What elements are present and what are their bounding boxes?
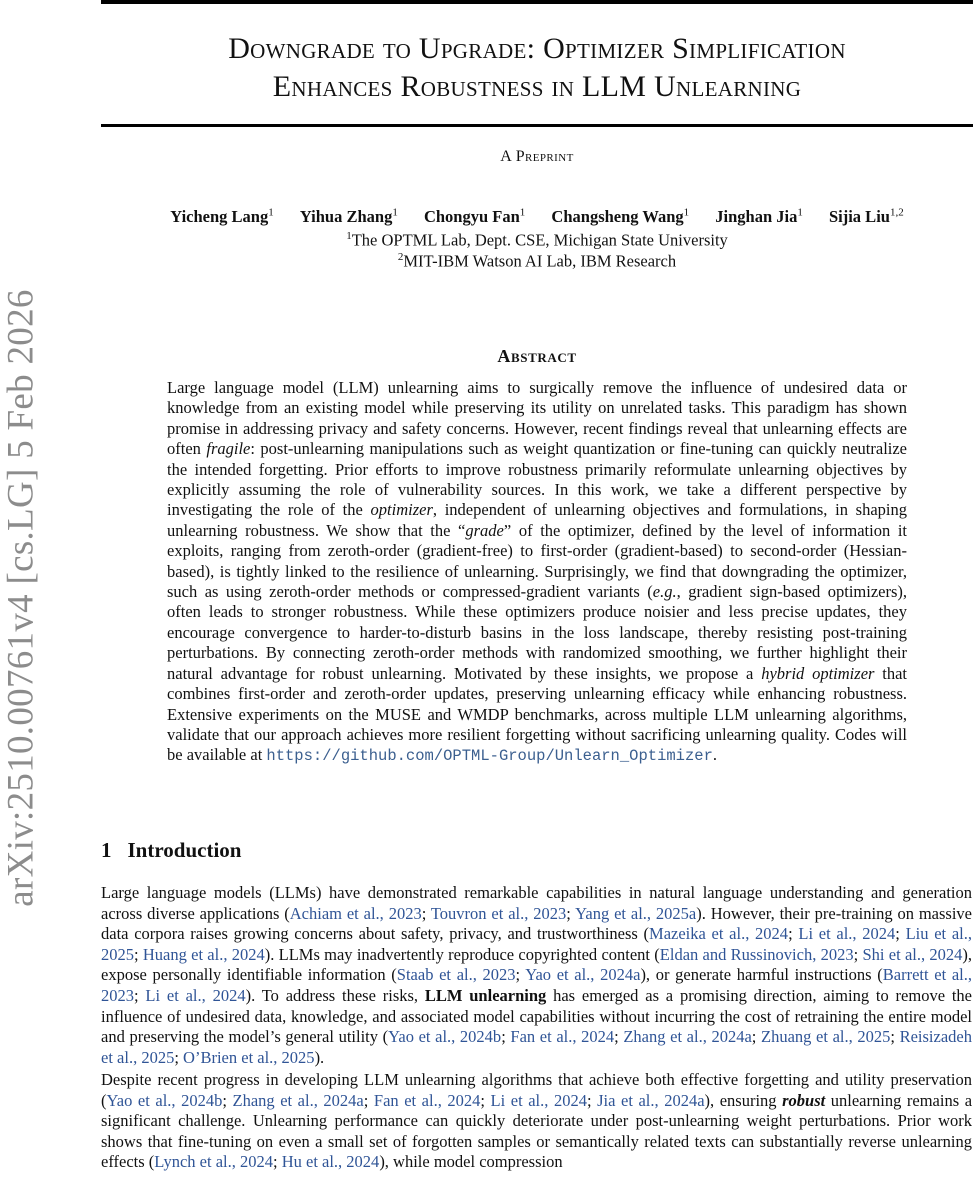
- citation-link[interactable]: Li et al., 2024: [145, 985, 246, 1005]
- citation-link[interactable]: O’Brien et al., 2025: [183, 1047, 315, 1067]
- citation-link[interactable]: Zhang et al., 2024a: [623, 1027, 752, 1047]
- citation-link[interactable]: Barrett et al., 2023: [101, 965, 972, 1005]
- author: Changsheng Wang$^1$: [551, 206, 690, 226]
- citation-link[interactable]: Fan et al., 2024: [373, 1090, 481, 1110]
- citation-link[interactable]: Hu et al., 2024: [281, 1152, 380, 1172]
- citation-link[interactable]: Yao et al., 2024b: [106, 1090, 223, 1110]
- author: Jinghan Jia$^1$: [715, 206, 803, 226]
- citation-link[interactable]: Liu et al., 2025: [101, 924, 972, 964]
- citation-link[interactable]: Reisizadeh et al., 2025: [101, 1027, 972, 1067]
- author: Yihua Zhang$^1$: [299, 206, 398, 226]
- citation-link[interactable]: Yao et al., 2024a: [525, 965, 641, 985]
- intro-paragraph-2: Despite recent progress in developing LLM unlearning algorithms that achieve both effective forgetting and utility preservation (Yao et al., 2024b; Zhang et al., 2024a; Fan et al., 2024; Li et al., 2024; Jia et al., 2024a), ensuring robust unlearning remains a significant challenge. Unlearning performance can quickly deteriorate under post-unlearning weight perturbations. Prior work shows that fine-tuning on even a small set of forgotten samples or semantically related texts can substantially reverse unlearning effects (Lynch et al., 2024; Hu et al., 2024), while model compression: [101, 1070, 973, 1172]
- citation-link[interactable]: Yang et al., 2025a: [575, 903, 697, 923]
- paper-title: [101, 30, 973, 106]
- citation-link[interactable]: Lynch et al., 2024: [154, 1152, 273, 1172]
- arxiv-identifier: arXiv:2510.00761v4 [cs.LG] 5 Feb 2026: [0, 289, 42, 907]
- citation-link[interactable]: Fan et al., 2024: [510, 1027, 615, 1047]
- code-repository-link[interactable]: https://github.com/OPTML-Group/Unlearn_Optimizer: [266, 747, 713, 766]
- affiliation-1: $^1$The OPTML Lab, Dept. CSE, Michigan State University: [346, 230, 728, 250]
- citation-link[interactable]: Eldan and Russinovich, 2023: [659, 944, 854, 964]
- author: Chongyu Fan$^1$: [423, 206, 526, 226]
- citation-link[interactable]: Achiam et al., 2023: [289, 903, 422, 923]
- citation-link[interactable]: Li et al., 2024: [490, 1090, 587, 1110]
- citation-link[interactable]: Zhuang et al., 2025: [761, 1027, 891, 1047]
- author: Yicheng Lang$^1$: [170, 206, 274, 226]
- citation-link[interactable]: Huang et al., 2024: [142, 944, 265, 964]
- abstract-heading: Abstract: [497, 346, 577, 366]
- author-list: [101, 206, 973, 227]
- citation-link[interactable]: Shi et al., 2024: [862, 944, 963, 964]
- citation-link[interactable]: Li et al., 2024: [798, 924, 896, 944]
- citation-link[interactable]: Jia et al., 2024a: [597, 1090, 705, 1110]
- citation-link[interactable]: Yao et al., 2024b: [388, 1027, 502, 1047]
- title-line-1: Downgrade to Upgrade: Optimizer Simplification: [228, 32, 846, 65]
- arxiv-sidebar: [0, 278, 46, 918]
- affiliation-2: $^2$MIT-IBM Watson AI Lab, IBM Research: [397, 251, 677, 271]
- citation-link[interactable]: Mazeika et al., 2024: [649, 924, 789, 944]
- citation-link[interactable]: Zhang et al., 2024a: [232, 1090, 364, 1110]
- intro-paragraph-1: Large language models (LLMs) have demonstrated remarkable capabilities in natural language understanding and generation across diverse applications (Achiam et al., 2023; Touvron et al., 2023; Yang et al., 2025a). However, their pre-training on massive data corpora raises growing concerns about safety, privacy, and trustworthiness (Mazeika et al., 2024; Li et al., 2024; Liu et al., 2025; Huang et al., 2024). LLMs may inadvertently reproduce copyrighted content (Eldan and Russinovich, 2023; Shi et al., 2024), expose personally identifiable information (Staab et al., 2023; Yao et al., 2024a), or generate harmful instructions (Barrett et al., 2023; Li et al., 2024). To address these risks, LLM unlearning has emerged as a promising direction, aiming to remove the influence of undesired data, knowledge, and associated model capabilities without incurring the cost of retraining the entire model and preserving the model’s general utility (Yao et al., 2024b; Fan et al., 2024; Zhang et al., 2024a; Zhuang et al., 2025; Reisizadeh et al., 2025; O’Brien et al., 2025).: [101, 883, 973, 1067]
- citation-link[interactable]: Staab et al., 2023: [396, 965, 516, 985]
- abstract-body: Large language model (LLM) unlearning aims to surgically remove the influence of undesired data or knowledge from an existing model while preserving its utility on unrelated tasks. This paradigm has shown promise in addressing privacy and safety concerns. However, recent findings reveal that unlearning effects are often fragile: post-unlearning manipulations such as weight quantization or fine-tuning can quickly neutralize the intended forgetting. Prior efforts to improve robustness primarily reformulate unlearning objectives by explicitly assuming the role of vulnerability sources. In this work, we take a different perspective by investigating the role of the optimizer, independent of unlearning objectives and formulations, in shaping unlearning robustness. We show that the “grade” of the optimizer, defined by the level of information it exploits, ranging from zeroth-order (gradient-free) to first-order (gradient-based) to second-order (Hessian-based), is tightly linked to the resilience of unlearning. Surprisingly, we find that downgrading the optimizer, such as using zeroth-order methods or compressed-gradient variants (e.g., gradient sign-based optimizers), often leads to stronger robustness. While these optimizers produce noisier and less precise updates, they encourage convergence to harder-to-disturb basins in the loss landscape, thereby resisting post-training perturbations. By connecting zeroth-order methods with randomized smoothing, we further highlight their natural advantage for robust unlearning. Motivated by these insights, we propose a hybrid optimizer that combines first-order and zeroth-order updates, preserving unlearning efficacy while enhancing robustness. Extensive experiments on the MUSE and WMDP benchmarks, across multiple LLM unlearning algorithms, validate that our approach achieves more resilient forgetting without sacrificing unlearning quality. Codes will be available at https://github.com/OPTML-Group/Unlearn_Optimizer.: [167, 378, 908, 766]
- title-line-2: Enhances Robustness in LLM Unlearning: [272, 70, 802, 103]
- citation-link[interactable]: Touvron et al., 2023: [430, 903, 567, 923]
- author: Sijia Liu$^{1,2}$: [828, 206, 904, 226]
- top-rule: [101, 0, 973, 4]
- title-rule: [101, 124, 973, 127]
- section-heading: 1 Introduction: [101, 838, 242, 862]
- preprint-label: A Preprint: [500, 148, 574, 165]
